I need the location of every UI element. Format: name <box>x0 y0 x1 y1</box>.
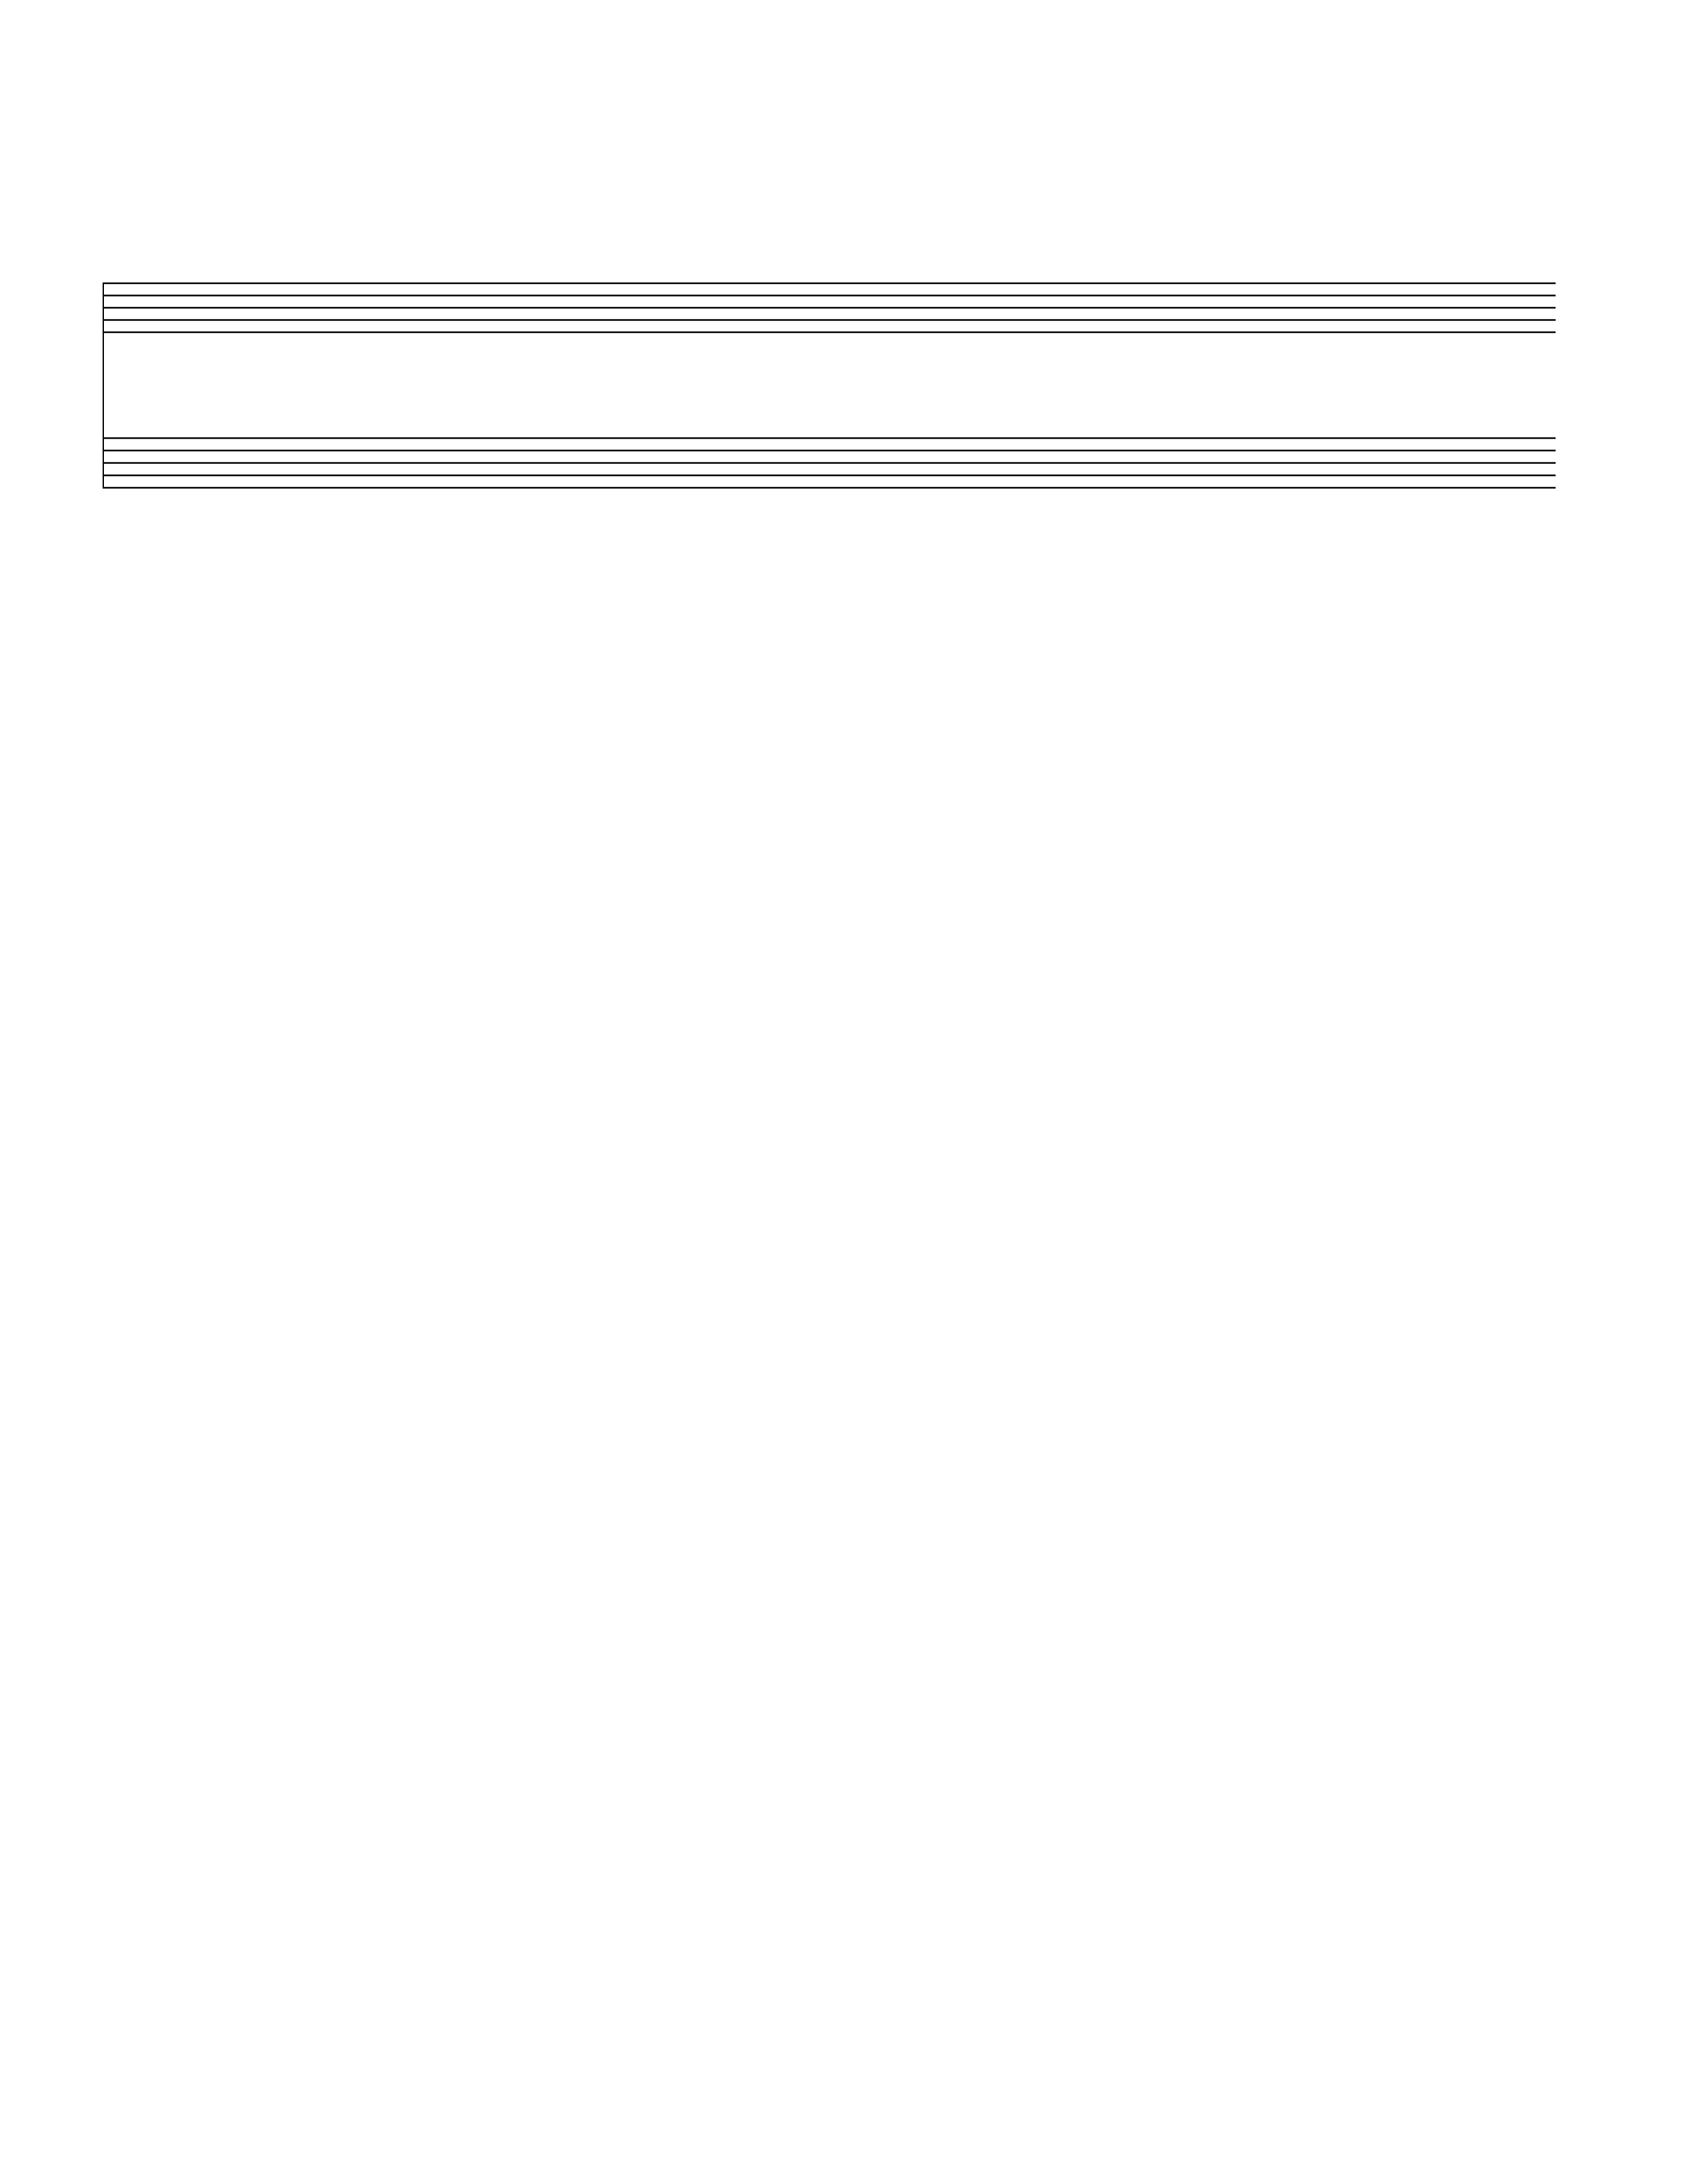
grand-staff-1 <box>0 0 1688 662</box>
